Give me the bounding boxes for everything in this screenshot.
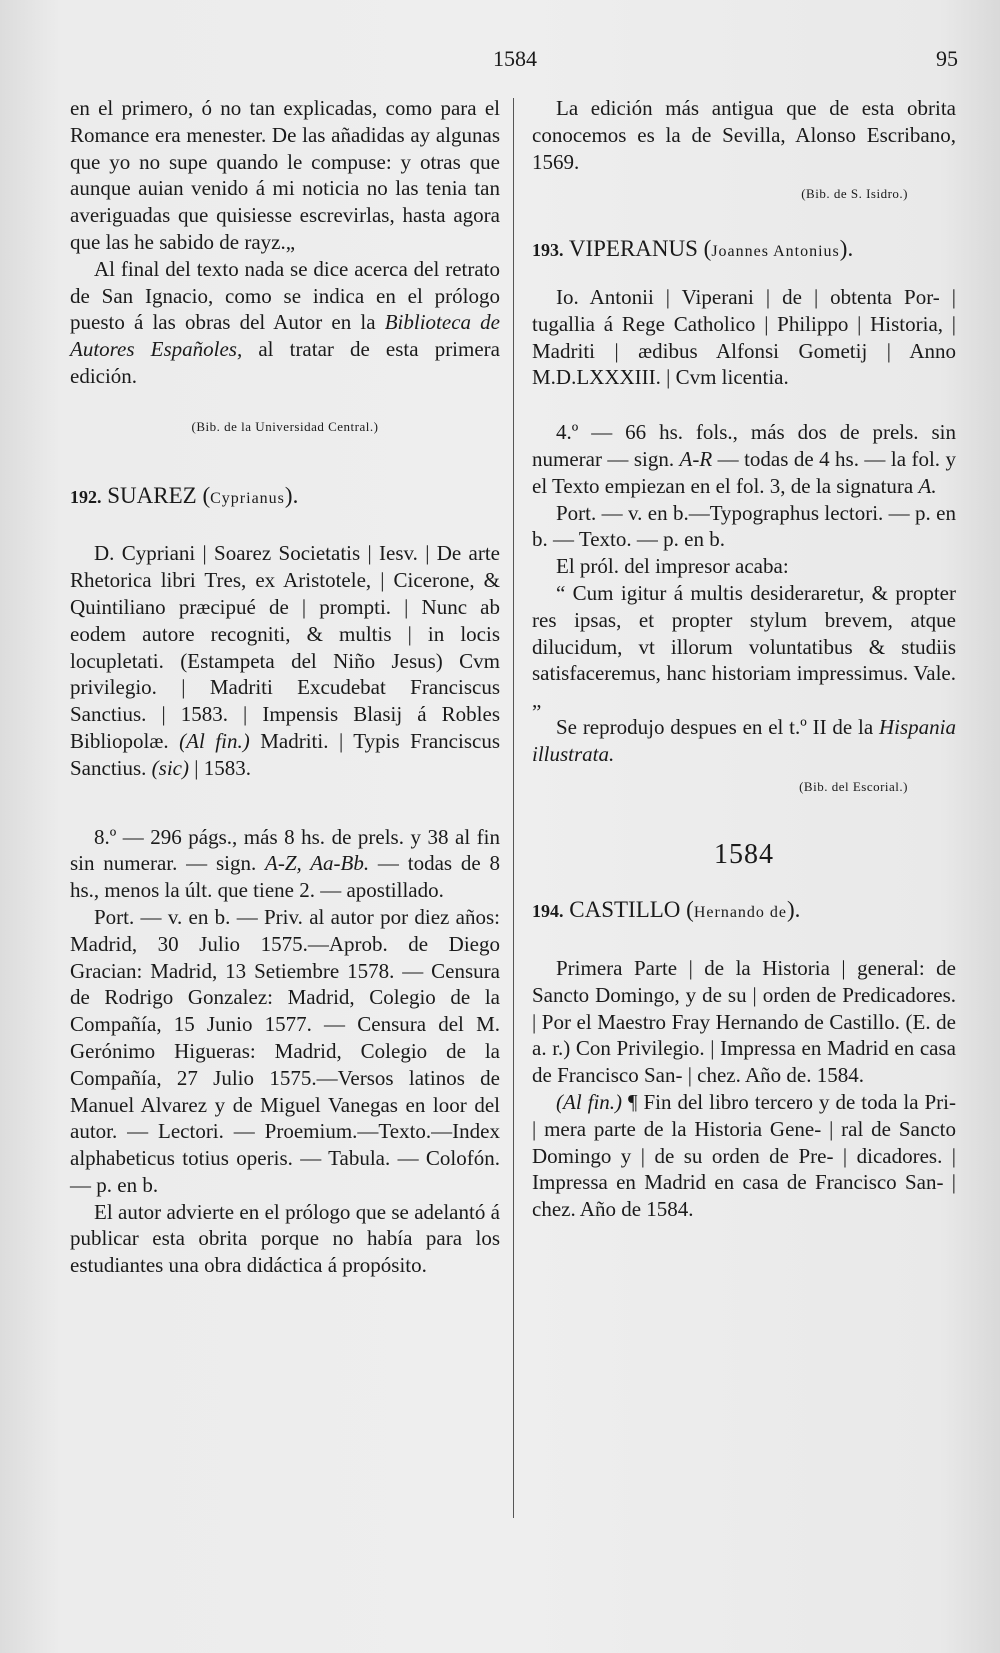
entry-reprint-note: Se reprodujo despues en el t.º II de la Hispania illustrata.: [532, 714, 956, 766]
continued-paragraph: La edición más antigua que de esta obrita conocemos es la de Sevilla, Alonso Escribano, 1569.: [532, 96, 956, 174]
entry-heading-192: 192. SUAREZ (Cyprianus).: [70, 482, 299, 508]
continued-paragraph: en el primero, ó no tan explicadas, como para el Romance era menester. De las añadidas ay algunas que yo no supe quando le compuse: y otras que aunque auian venido á mi noticia no las tenia tan averiguadas que quisiesse escrevirlas, hasta agora que las he sabido de rayz.„: [70, 96, 500, 254]
column-divider: [513, 98, 514, 1518]
right-column: [532, 95, 956, 1223]
entry-note: El pról. del impresor acaba:: [556, 554, 789, 579]
entry-title-transcription: Io. Antonii | Viperani | de | obtenta Por- | tugallia á Rege Catholico | Philippo | Historia, | Madriti | ædibus Alfonsi Gometij | Anno M.D.LXXXIII. | Cvm licentia.: [532, 284, 956, 390]
note-paragraph: Al final del texto nada se dice acerca del retrato de San Ignacio, como se indica en el prólogo puesto á las obras del Autor en la Biblioteca de Autores Españoles, al tratar de esta primera edición.: [70, 256, 500, 388]
section-year-heading: 1584: [714, 839, 774, 871]
entry-contents: Port. — v. en b. — Priv. al autor por diez años: Madrid, 30 Julio 1575.—Aprob. de Diego Gracian: Madrid, 13 Setiembre 1578. — Censura de Rodrigo Gonzalez: Madrid, Colegio de la Compañía, 15 Junio 1577. — Censura del M. Gerónimo Higueras: Madrid, Colegio de la Compañía, 27 Julio 1575.—Versos latinos de Manuel Alvarez y de Miguel Vanegas en loor del autor. — Lectori. — Proemium.—Texto.—Index alphabeticus totius operis. — Tabula. — Colofón. — p. en b.: [70, 904, 500, 1197]
entry-collation: 8.º — 296 págs., más 8 hs. de prels. y 38 al fin sin numerar. — sign. A-Z, Aa-Bb. — todas de 8 hs., menos la últ. que tiene 2. — apostillado.: [70, 824, 500, 903]
library-source: (Bib. de la Universidad Central.): [191, 418, 379, 434]
entry-note: El autor advierte en el prólogo que se adelantó á publicar esta obrita porque no había para los estudiantes una obra didáctica á propósito.: [70, 1199, 500, 1278]
entry-colophon: (Al fin.) ¶ Fin del libro tercero y de toda la Pri- | mera parte de la Historia Gene- | ral de Sancto Domingo y | de su orden de Pre- | dicadores. | Impressa en Madrid en casa de Francisco San- | chez. Año de 1584.: [532, 1089, 956, 1222]
entry-collation: 4.º — 66 hs. fols., más dos de prels. sin numerar — sign. A-R — todas de 4 hs. — la fol. y el Texto empiezan en el fol. 3, de la signatura A.: [532, 420, 956, 498]
entry-heading-194: 194. CASTILLO (Hernando de).: [532, 897, 801, 923]
entry-title-transcription: Primera Parte | de la Historia | general: de Sancto Domingo, y de su | orden de Predicadores. | Por el Maestro Fray Hernando de Castillo. (E. de a. r.) Con Privilegio. | Impressa en Madrid en casa de Francisco San- | chez. Año de. 1584.: [532, 955, 956, 1088]
entry-heading-193: 193. VIPERANUS (Joannes Antonius).: [532, 236, 854, 262]
entry-contents: Port. — v. en b.—Typographus lectori. — p. en b. — Texto. — p. en b.: [532, 500, 956, 552]
entry-quotation: “ Cum igitur á multis desideraretur, & propter res ipsas, et propter stylum brevem, atque dilucidum, vt illorum voluntatibus & studiis satisfaceremus, hanc historiam impressimus. Vale. „: [532, 580, 956, 713]
left-column: [70, 95, 500, 1279]
library-source: (Bib. del Escorial.): [799, 778, 908, 794]
entry-title-transcription: D. Cypriani | Soarez Societatis | Iesv. | De arte Rhetorica libri Tres, ex Aristotele, | Cicerone, & Quintiliano præcipué de | prompti. | Nunc ab eodem autore recogniti, & multis | in locis locupletati. (Estampeta del Niño Jesus) Cvm privilegio. | Madriti Excudebat Franciscus Sanctius. | 1583. | Impensis Blasij á Robles Bibliopolæ. (Al fin.) Madriti. | Typis Franciscus Sanctius. (sic) | 1583.: [70, 541, 500, 780]
page-number: 95: [936, 46, 958, 71]
library-source: (Bib. de S. Isidro.): [801, 186, 908, 202]
running-head-year: 1584: [493, 46, 537, 71]
